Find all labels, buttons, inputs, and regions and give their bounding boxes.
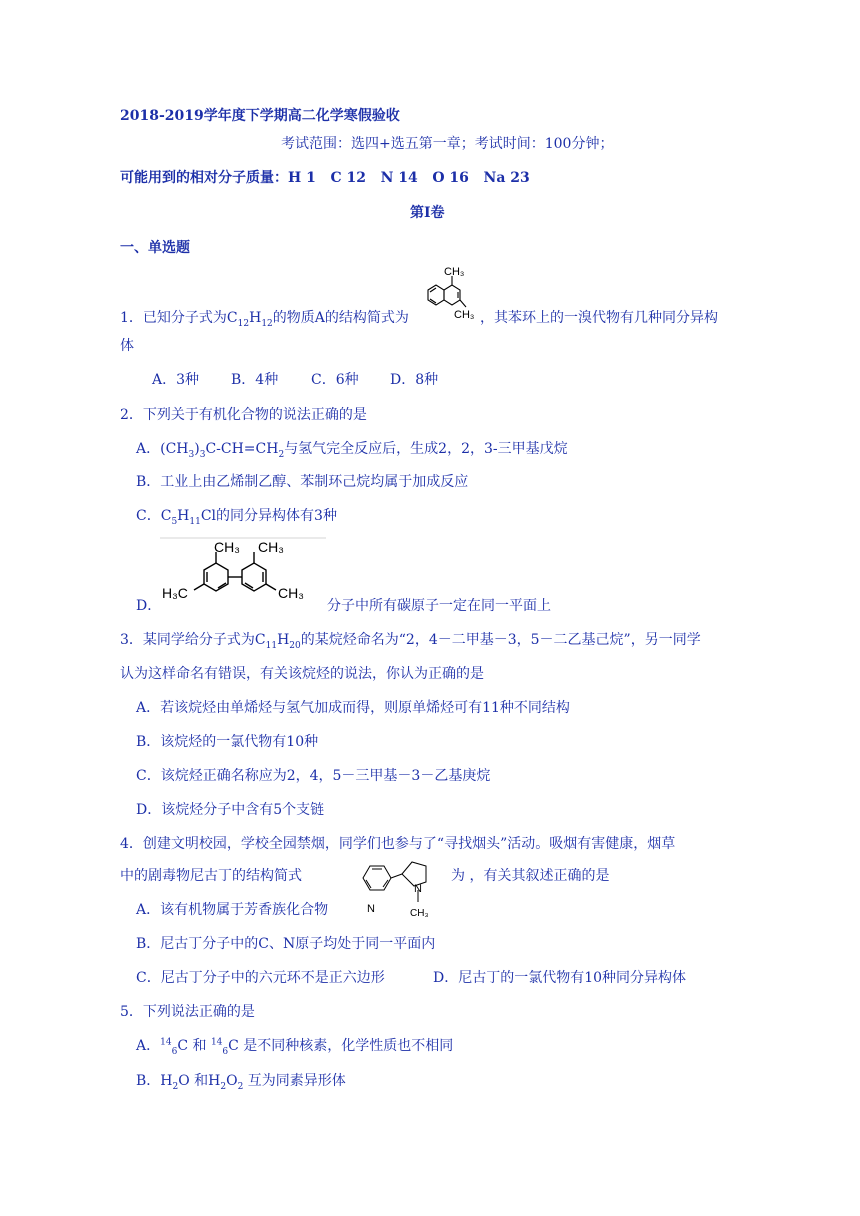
methyl-label-2: CH₃ [258,539,284,555]
q5-option-b[interactable]: B．$H_2O$ 和$H_2O_2$ 互为同素异形体 [136,1073,346,1092]
volume-label: 第I卷 [410,205,445,221]
question-2-stem: 2．下列关于有机化合物的说法正确的是 [120,407,367,423]
exam-info: 考试范围：选四+选五第一章；考试时间：100分钟； [281,136,614,152]
q2-option-b[interactable]: B．工业上由乙烯制乙醇、苯制环己烷均属于加成反应 [136,474,469,490]
biphenyl-structure [158,536,328,616]
molar-masses: 可能用到的相对分子质量：H 1 C 12 N 14 O 16 Na 23 [120,170,530,186]
q5-option-a[interactable]: A．$^{14}_6$C 和 $^{14}_6$C 是不同种核素，化学性质也不相同 [136,1037,454,1057]
question-4-line1: 4．创建文明校园，学校全园禁烟，同学们也参与了“寻找烟头”活动。吸烟有害健康，烟草 [120,836,676,852]
q2-option-d[interactable]: D． [136,598,162,614]
methyl-label-3: H₃C [162,585,188,601]
question-4-line2: 中的剧毒物尼古丁的结构简式 [120,868,302,884]
question-1-line1: 1．已知分子式为$C_{12}H_{12}$的物质A的结构简式为 [120,310,409,329]
q3-option-b[interactable]: B．该烷烃的一氯代物有10种 [136,734,319,750]
q3-option-c[interactable]: C．该烷烃正确名称应为2，4，5－三甲基－3－乙基庚烷 [136,768,491,784]
q2-option-a[interactable]: A．$(CH_3)_3C-CH=CH_2$与氢气完全反应后，生成2，2，3-三甲基戊烷 [136,441,568,460]
q1-option-d[interactable]: D．8种 [390,372,439,388]
methyl-label-1: CH₃ [214,539,240,555]
q2-option-d-text: 分子中所有碳原子一定在同一平面上 [327,598,551,614]
exam-title: 2018-2019学年度下学期高二化学寒假验收 [120,108,400,124]
q3-option-a[interactable]: A．若该烷烃由单烯烃与氢气加成而得，则原单烯烃可有11种不同结构 [136,700,570,716]
pyridine-n-label: N [367,903,375,915]
methyl-label-top: CH₃ [444,266,465,278]
q1-option-a[interactable]: A．3种 [152,372,200,388]
q1-option-c[interactable]: C．6种 [311,372,359,388]
q4-option-a[interactable]: A．该有机物属于芳香族化合物 [136,902,329,918]
question-4-line2-end: 为 ，有关其叙述正确的是 [451,868,610,884]
section-title: 一、单选题 [120,240,190,256]
methyl-label-4: CH₃ [278,585,304,601]
question-5-stem: 5．下列说法正确的是 [120,1004,255,1020]
methyl-label-bottom: CH₃ [454,309,475,321]
question-1-line1-end: ，其苯环上的一溴代物有几种同分异构 [480,310,718,326]
q4-option-b[interactable]: B．尼古丁分子中的C、N原子均处于同一平面内 [136,936,436,952]
question-1-line2: 体 [120,338,134,354]
q4-option-c[interactable]: C．尼古丁分子中的六元环不是正六边形 [136,970,385,986]
q1-option-b[interactable]: B．4种 [231,372,279,388]
question-3-line1: 3．某同学给分子式为$C_{11}H_{20}$的某烷烃命名为“2，4－二甲基－3，5－二乙基己烷”，另一同学 [120,632,701,651]
q3-option-d[interactable]: D．该烷烃分子中含有5个支链 [136,802,325,818]
naphthalene-structure [418,262,480,326]
pyrrolidine-n-label: N [414,883,422,895]
nicotine-structure [352,856,448,928]
question-3-line2: 认为这样命名有错误，有关该烷烃的说法，你认为正确的是 [120,666,484,682]
q2-option-c[interactable]: C．$C_5H_{11}Cl$的同分异构体有3种 [136,508,337,527]
n-methyl-label: CH₃ [410,908,429,919]
q4-option-d[interactable]: D．尼古丁的一氯代物有10种同分异构体 [433,970,687,986]
